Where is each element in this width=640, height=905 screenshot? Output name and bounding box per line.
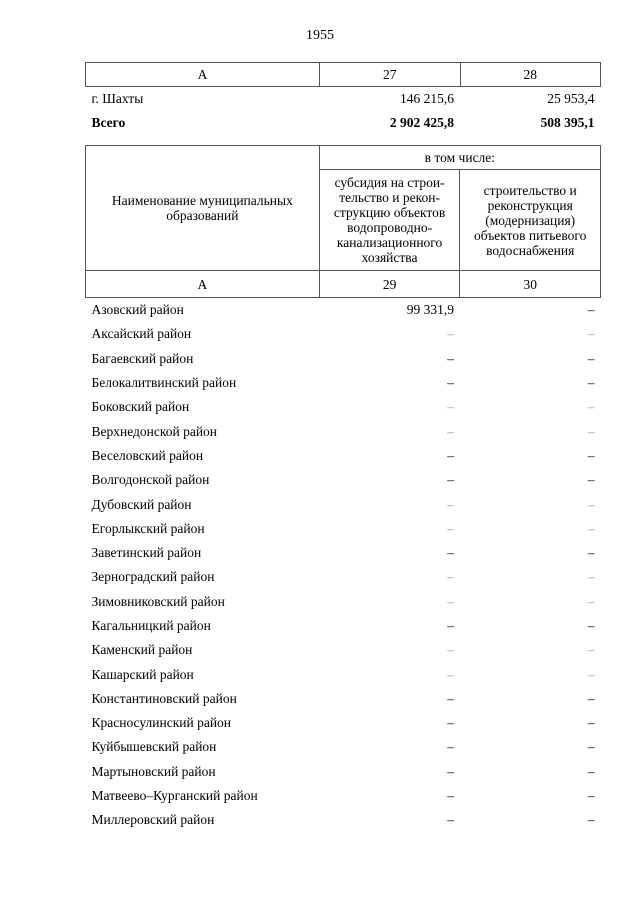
- total-row: [86, 111, 601, 135]
- municipality-name: Зимовниковский район: [91, 593, 225, 609]
- value-col-30: –: [587, 812, 595, 828]
- row-value-27: 146 215,6: [400, 91, 454, 106]
- table-row: [86, 419, 601, 443]
- value-col-29: –: [447, 788, 454, 804]
- value-col-30: –: [587, 326, 595, 342]
- municipality-name: Кагальницкий район: [91, 618, 211, 633]
- header-name-column: Наименование муниципальных образований: [86, 146, 320, 271]
- value-col-29: –: [447, 739, 454, 755]
- municipality-name: Боковский район: [91, 399, 190, 415]
- municipality-name: Волгодонской район: [91, 472, 210, 488]
- header-group-including: в том числе:: [319, 146, 600, 170]
- value-col-30: –: [587, 593, 595, 609]
- value-col-29: 99 331,9: [406, 302, 454, 318]
- total-value-28: 508 395,1: [540, 115, 595, 130]
- value-col-30: –: [587, 375, 595, 391]
- table-row: [86, 517, 601, 541]
- municipality-name: Миллеровский район: [91, 812, 215, 828]
- table-row: [86, 468, 601, 492]
- table-row: [86, 614, 601, 638]
- value-col-30: –: [587, 302, 595, 318]
- table-row: [86, 687, 601, 711]
- value-col-30: –: [587, 763, 595, 779]
- municipality-name: Константиновский район: [91, 690, 237, 706]
- table-row: [86, 784, 601, 808]
- value-col-30: –: [587, 715, 595, 731]
- total-label: Всего: [91, 115, 126, 130]
- table-row: [86, 662, 601, 686]
- municipality-name: Красносулинский район: [91, 715, 232, 731]
- table-row: [86, 492, 601, 516]
- municipality-name: Куйбышевский район: [91, 739, 217, 755]
- header-col-29: субсидия на строи-тельство и рекон-струкцию объектов водопроводно-канализационного хозяйства: [319, 170, 460, 271]
- index-col-a: А: [86, 271, 320, 298]
- value-col-30: –: [587, 496, 595, 512]
- value-col-29: –: [447, 569, 454, 585]
- value-col-29: –: [447, 447, 454, 463]
- table-row: [86, 87, 601, 112]
- value-col-29: –: [447, 472, 454, 488]
- index-col-30: 30: [460, 271, 601, 298]
- table-row: [86, 808, 601, 832]
- value-col-30: –: [587, 447, 595, 463]
- value-col-29: –: [447, 715, 454, 731]
- table-row: [86, 565, 601, 589]
- row-name: г. Шахты: [91, 91, 144, 106]
- table-row: [86, 322, 601, 346]
- municipal-table: [85, 145, 601, 833]
- page-number: 1955: [306, 28, 334, 43]
- table-body: [86, 298, 601, 833]
- value-col-30: –: [587, 618, 595, 633]
- value-col-29: –: [447, 423, 454, 439]
- table-row: [86, 395, 601, 419]
- value-col-29: –: [447, 545, 454, 561]
- value-col-29: –: [447, 763, 454, 779]
- value-col-29: –: [447, 642, 454, 658]
- value-col-29: –: [447, 812, 454, 828]
- value-col-29: –: [447, 496, 454, 512]
- value-col-30: –: [587, 739, 595, 755]
- municipality-name: Азовский район: [91, 302, 184, 318]
- municipality-name: Багаевский район: [91, 350, 194, 366]
- value-col-29: –: [447, 690, 454, 706]
- value-col-30: –: [587, 472, 595, 488]
- value-col-30: –: [587, 666, 595, 682]
- municipality-name: Мартыновский район: [91, 763, 216, 779]
- summary-table: [85, 62, 601, 135]
- value-col-30: –: [587, 545, 595, 561]
- header-col-30: строительство и реконструкция (модернизация) объектов питьевого водоснабжения: [460, 170, 601, 271]
- table-row: [86, 711, 601, 735]
- value-col-30: –: [587, 569, 595, 585]
- municipality-name: Каменский район: [91, 642, 193, 658]
- total-value-27: 2 902 425,8: [389, 115, 454, 130]
- municipality-name: Веселовский район: [91, 447, 204, 463]
- table-row: [86, 371, 601, 395]
- table-row: [86, 541, 601, 565]
- municipality-name: Дубовский район: [91, 496, 192, 512]
- index-col-29: 29: [319, 271, 460, 298]
- municipality-name: Матвеево–Курганский район: [91, 788, 258, 804]
- value-col-29: –: [447, 666, 454, 682]
- municipality-name: Белокалитвинский район: [91, 375, 237, 391]
- municipality-name: Верхнедонской район: [91, 423, 218, 439]
- value-col-29: –: [447, 375, 454, 391]
- municipality-name: Егорлыкский район: [91, 520, 205, 536]
- value-col-30: –: [587, 350, 595, 366]
- municipality-name: Аксайский район: [91, 326, 192, 342]
- value-col-29: –: [447, 350, 454, 366]
- value-col-30: –: [587, 642, 595, 658]
- table-row: [86, 298, 601, 323]
- value-col-30: –: [587, 520, 595, 536]
- value-col-30: –: [587, 423, 595, 439]
- value-col-29: –: [447, 326, 454, 342]
- value-col-29: –: [447, 520, 454, 536]
- value-col-30: –: [587, 788, 595, 804]
- table-row: [86, 735, 601, 759]
- municipality-name: Кашарский район: [91, 666, 194, 682]
- table-row: [86, 590, 601, 614]
- municipality-name: Зерноградский район: [91, 569, 215, 585]
- header-index-row: [86, 271, 601, 298]
- value-col-29: –: [447, 593, 454, 609]
- table-row: [86, 444, 601, 468]
- value-col-29: –: [447, 399, 454, 415]
- header-row-group: [86, 146, 601, 170]
- municipality-name: Заветинский район: [91, 545, 202, 561]
- value-col-30: –: [587, 399, 595, 415]
- value-col-30: –: [587, 690, 595, 706]
- value-col-29: –: [447, 618, 454, 633]
- row-value-28: 25 953,4: [547, 91, 595, 106]
- header-col-a: А: [86, 63, 320, 87]
- header-col-27: 27: [320, 63, 460, 87]
- table-row: [86, 347, 601, 371]
- table-row: [86, 638, 601, 662]
- header-col-28: 28: [460, 63, 601, 87]
- table-row: [86, 760, 601, 784]
- summary-header-row: [86, 63, 601, 87]
